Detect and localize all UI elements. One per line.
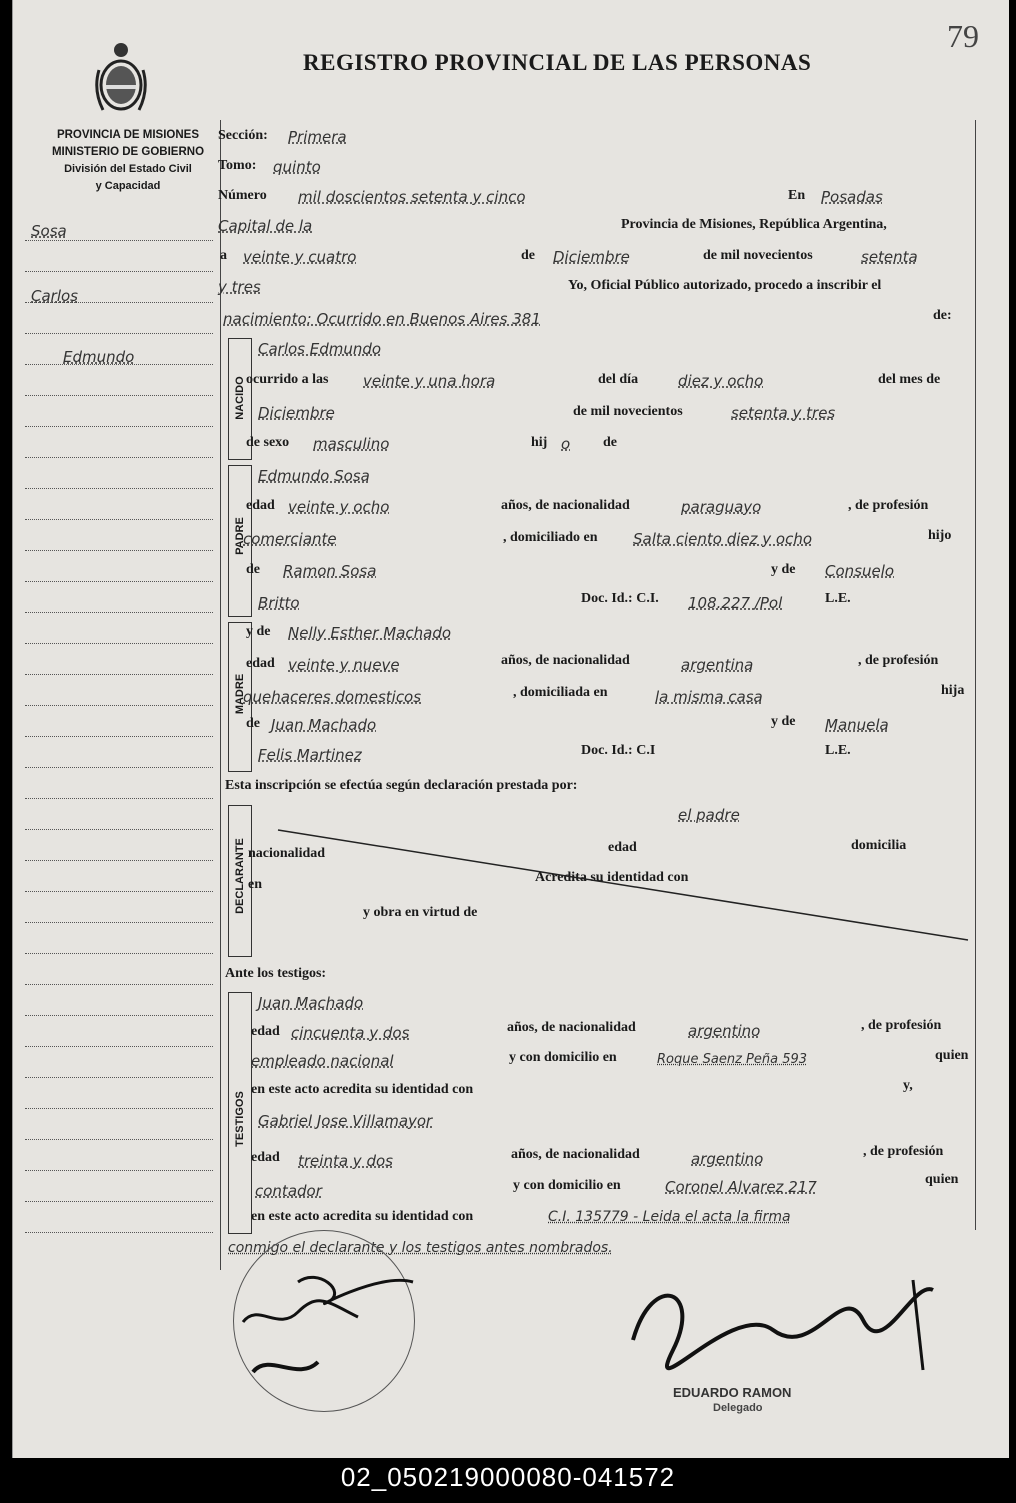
anio-label: de mil novecientos xyxy=(703,248,813,263)
de-label: de xyxy=(521,248,535,263)
declarante-en-label: en xyxy=(248,877,262,892)
t1-y: y, xyxy=(903,1078,913,1093)
t1-acredita-label: en este acto acredita su identidad con xyxy=(251,1082,474,1097)
padre-madre-de1: Consuelo xyxy=(825,562,895,580)
t1-nac: argentino xyxy=(688,1022,761,1040)
madre-dom-label: , domiciliada en xyxy=(513,685,608,700)
margin-rule xyxy=(25,240,213,241)
hora-value: veinte y una hora xyxy=(363,372,496,390)
margin-rule xyxy=(25,891,213,892)
anio2-value: y tres xyxy=(218,278,261,296)
padre-edad-label: edad xyxy=(246,498,275,513)
margin-rule xyxy=(25,1232,213,1233)
declarante-quien: el padre xyxy=(678,806,740,824)
t1-edad-label: edad xyxy=(251,1024,280,1039)
t2-nac-label: años, de nacionalidad xyxy=(511,1147,640,1162)
margin-rule xyxy=(25,519,213,520)
testigos-label: TESTIGOS xyxy=(234,1091,246,1147)
coat-of-arms-icon xyxy=(91,40,151,120)
nacido-label: NACIDO xyxy=(234,376,246,420)
cierre-text: conmigo el declarante y los testigos antes nombrados. xyxy=(228,1240,613,1256)
seccion-value: Primera xyxy=(288,128,347,146)
t1-dom: Roque Saenz Peña 593 xyxy=(657,1052,808,1067)
padre-doc-label: Doc. Id.: C.I. xyxy=(581,591,659,606)
del-dia-label: del día xyxy=(598,372,639,387)
margin-first-name: Carlos xyxy=(31,287,78,305)
madre-hija-label: hija xyxy=(941,683,965,698)
province-line: PROVINCIA DE MISIONES xyxy=(56,129,200,141)
margin-rule xyxy=(25,922,213,923)
margin-rule xyxy=(25,271,213,272)
document-id: 02_050219000080-041572 xyxy=(340,1462,676,1492)
margin-rule xyxy=(25,1046,213,1047)
margin-rule xyxy=(25,798,213,799)
margin-rule xyxy=(25,581,213,582)
numero-value: mil doscientos setenta y cinco xyxy=(298,188,526,206)
padre-nombre: Edmundo Sosa xyxy=(258,467,370,485)
madre-madre-de1: Manuela xyxy=(825,716,889,734)
a-label: a xyxy=(220,248,227,263)
oficial-text: Yo, Oficial Público autorizado, procedo a inscribir el xyxy=(568,278,882,293)
t1-edad: cincuenta y dos xyxy=(291,1024,410,1042)
numero-label: Número xyxy=(218,188,267,203)
padre-hijo-label: hijo xyxy=(928,528,952,543)
margin-rule xyxy=(25,395,213,396)
acto-value: nacimiento: Ocurrido en Buenos Aires 381 xyxy=(223,310,541,328)
madre-nac-label: años, de nacionalidad xyxy=(501,653,630,668)
mes-value: Diciembre xyxy=(553,248,630,266)
t1-prof-label: , de profesión xyxy=(861,1018,942,1033)
madre-edad: veinte y nueve xyxy=(288,656,400,674)
padre-padre-de: Ramon Sosa xyxy=(283,562,377,580)
en-value: Posadas xyxy=(821,188,883,206)
document-title: REGISTRO PROVINCIAL DE LAS PERSONAS xyxy=(303,50,812,75)
declarante-edad-label: edad xyxy=(608,840,637,855)
ministry-line: MINISTERIO DE GOBIERNO xyxy=(51,146,205,158)
padre-domicilio: Salta ciento diez y ocho xyxy=(633,530,813,548)
padre-ci: 108.227 /Pol xyxy=(688,594,783,612)
margin-second-name: Edmundo xyxy=(63,348,135,366)
madre-de-label: de xyxy=(246,716,260,731)
padre-prof-label: , de profesión xyxy=(848,498,929,513)
issuing-authority xyxy=(33,127,223,195)
certificate-page xyxy=(12,0,1009,1458)
madre-profesion: quehaceres domesticos xyxy=(243,688,422,706)
t2-acredita-label: en este acto acredita su identidad con xyxy=(251,1209,474,1224)
margin-rule xyxy=(25,736,213,737)
nacido-mes: Diciembre xyxy=(258,404,335,422)
t2-dom-label: y con domicilio en xyxy=(513,1178,621,1193)
t2-nac: argentino xyxy=(691,1150,764,1168)
t1-nombre: Juan Machado xyxy=(258,994,364,1012)
padre-y-de-label: y de xyxy=(771,562,796,577)
official-signature xyxy=(613,1260,943,1390)
t2-prof: contador xyxy=(255,1182,322,1200)
declarante-acredita-label: Acredita su identidad con xyxy=(535,870,689,885)
nacido-anio-label: de mil novecientos xyxy=(573,404,683,419)
t1-dom-label: y con domicilio en xyxy=(509,1050,617,1065)
t1-prof: empleado nacional xyxy=(251,1052,394,1070)
del-mes-label: del mes de xyxy=(878,372,941,387)
capacity-line: y Capacidad xyxy=(95,180,161,192)
declarante-obra-label: y obra en virtud de xyxy=(363,905,478,920)
margin-rule xyxy=(25,674,213,675)
margin-rule xyxy=(25,953,213,954)
madre-padre-de: Juan Machado xyxy=(271,716,377,734)
declarante-strike-line xyxy=(248,825,978,945)
anio1-value: setenta xyxy=(861,248,918,266)
t2-quien: quien xyxy=(925,1172,959,1187)
margin-surname: Sosa xyxy=(31,222,67,240)
madre-label: MADRE xyxy=(234,673,246,715)
margin-rule xyxy=(25,1201,213,1202)
declarante-intro: Esta inscripción se efectúa según declaración prestada por: xyxy=(225,778,578,793)
sexo-label: de sexo xyxy=(246,435,290,450)
t2-edad-label: edad xyxy=(251,1150,280,1165)
testigos-intro: Ante los testigos: xyxy=(225,966,327,981)
seccion-label: Sección: xyxy=(218,128,268,143)
margin-rule xyxy=(25,612,213,613)
padre-le-label: L.E. xyxy=(825,591,851,606)
margin-rule xyxy=(25,1077,213,1078)
madre-y-de-label2: y de xyxy=(771,714,796,729)
margin-rule xyxy=(25,860,213,861)
margin-rule xyxy=(25,1170,213,1171)
dia-value: veinte y cuatro xyxy=(243,248,357,266)
t2-dom: Coronel Alvarez 217 xyxy=(665,1178,817,1196)
t2-nombre: Gabriel Jose Villamayor xyxy=(258,1112,433,1130)
padre-de-label: de xyxy=(246,562,260,577)
nacido-de-label: de xyxy=(603,435,617,450)
nacido-dia: diez y ocho xyxy=(678,372,764,390)
madre-edad-label: edad xyxy=(246,656,275,671)
margin-rule xyxy=(25,457,213,458)
t2-ci: C.I. 135779 - Leida el acta la firma xyxy=(548,1209,791,1225)
margin-rule xyxy=(25,1139,213,1140)
madre-madre-de2: Felis Martinez xyxy=(258,746,362,764)
de-colon: de: xyxy=(933,308,952,323)
margin-rule xyxy=(25,426,213,427)
madre-nacionalidad: argentina xyxy=(681,656,754,674)
tomo-label: Tomo: xyxy=(218,158,257,173)
t1-nac-label: años, de nacionalidad xyxy=(507,1020,636,1035)
declarante-label: DECLARANTE xyxy=(234,838,246,914)
margin-rule xyxy=(25,488,213,489)
margin-rule xyxy=(25,1108,213,1109)
main-frame-right xyxy=(975,120,976,1230)
official-stamp: EDUARDO RAMON xyxy=(673,1385,792,1400)
margin-rule xyxy=(25,984,213,985)
official-sub: Delegado xyxy=(713,1402,763,1414)
witness-signatures xyxy=(238,1262,438,1392)
t2-edad: treinta y dos xyxy=(298,1152,393,1170)
padre-nacionalidad: paraguayo xyxy=(681,498,762,516)
t2-prof-label: , de profesión xyxy=(863,1144,944,1159)
tomo-value: quinto xyxy=(273,158,321,176)
margin-rule xyxy=(25,550,213,551)
padre-dom-label: , domiciliado en xyxy=(503,530,598,545)
margin-rule xyxy=(25,643,213,644)
madre-y-de-label: y de xyxy=(246,624,271,639)
t1-quien: quien xyxy=(935,1048,969,1063)
margin-rule xyxy=(25,767,213,768)
ocurrido-label: ocurrido a las xyxy=(246,372,329,387)
madre-domicilio: la misma casa xyxy=(655,688,763,706)
madre-prof-label: , de profesión xyxy=(858,653,939,668)
hij-label: hij xyxy=(531,435,548,450)
madre-doc-label: Doc. Id.: C.I xyxy=(581,743,656,758)
madre-le-label: L.E. xyxy=(825,743,851,758)
sexo-value: masculino xyxy=(313,435,390,453)
division-line: División del Estado Civil xyxy=(64,163,192,175)
hij-value: o xyxy=(561,435,571,453)
padre-label: PADRE xyxy=(234,517,246,555)
madre-nombre: Nelly Esther Machado xyxy=(288,624,452,642)
padre-madre-de2: Britto xyxy=(258,594,300,612)
lugar-value: Capital de la xyxy=(218,217,313,235)
margin-rule xyxy=(25,1015,213,1016)
padre-nac-label: años, de nacionalidad xyxy=(501,498,630,513)
padre-profesion: comerciante xyxy=(243,530,337,548)
provincia-label: Provincia de Misiones, República Argentina, xyxy=(621,217,887,232)
padre-edad: veinte y ocho xyxy=(288,498,390,516)
nacido-nombre: Carlos Edmundo xyxy=(258,340,382,358)
declarante-nac-label: nacionalidad xyxy=(248,846,326,861)
declarante-dom-label: domicilia xyxy=(851,838,907,853)
margin-rule xyxy=(25,333,213,334)
folio-number: 79 xyxy=(947,18,979,54)
nacido-anio: setenta y tres xyxy=(731,404,836,422)
en-label: En xyxy=(788,188,806,203)
margin-rule xyxy=(25,829,213,830)
margin-rule xyxy=(25,705,213,706)
